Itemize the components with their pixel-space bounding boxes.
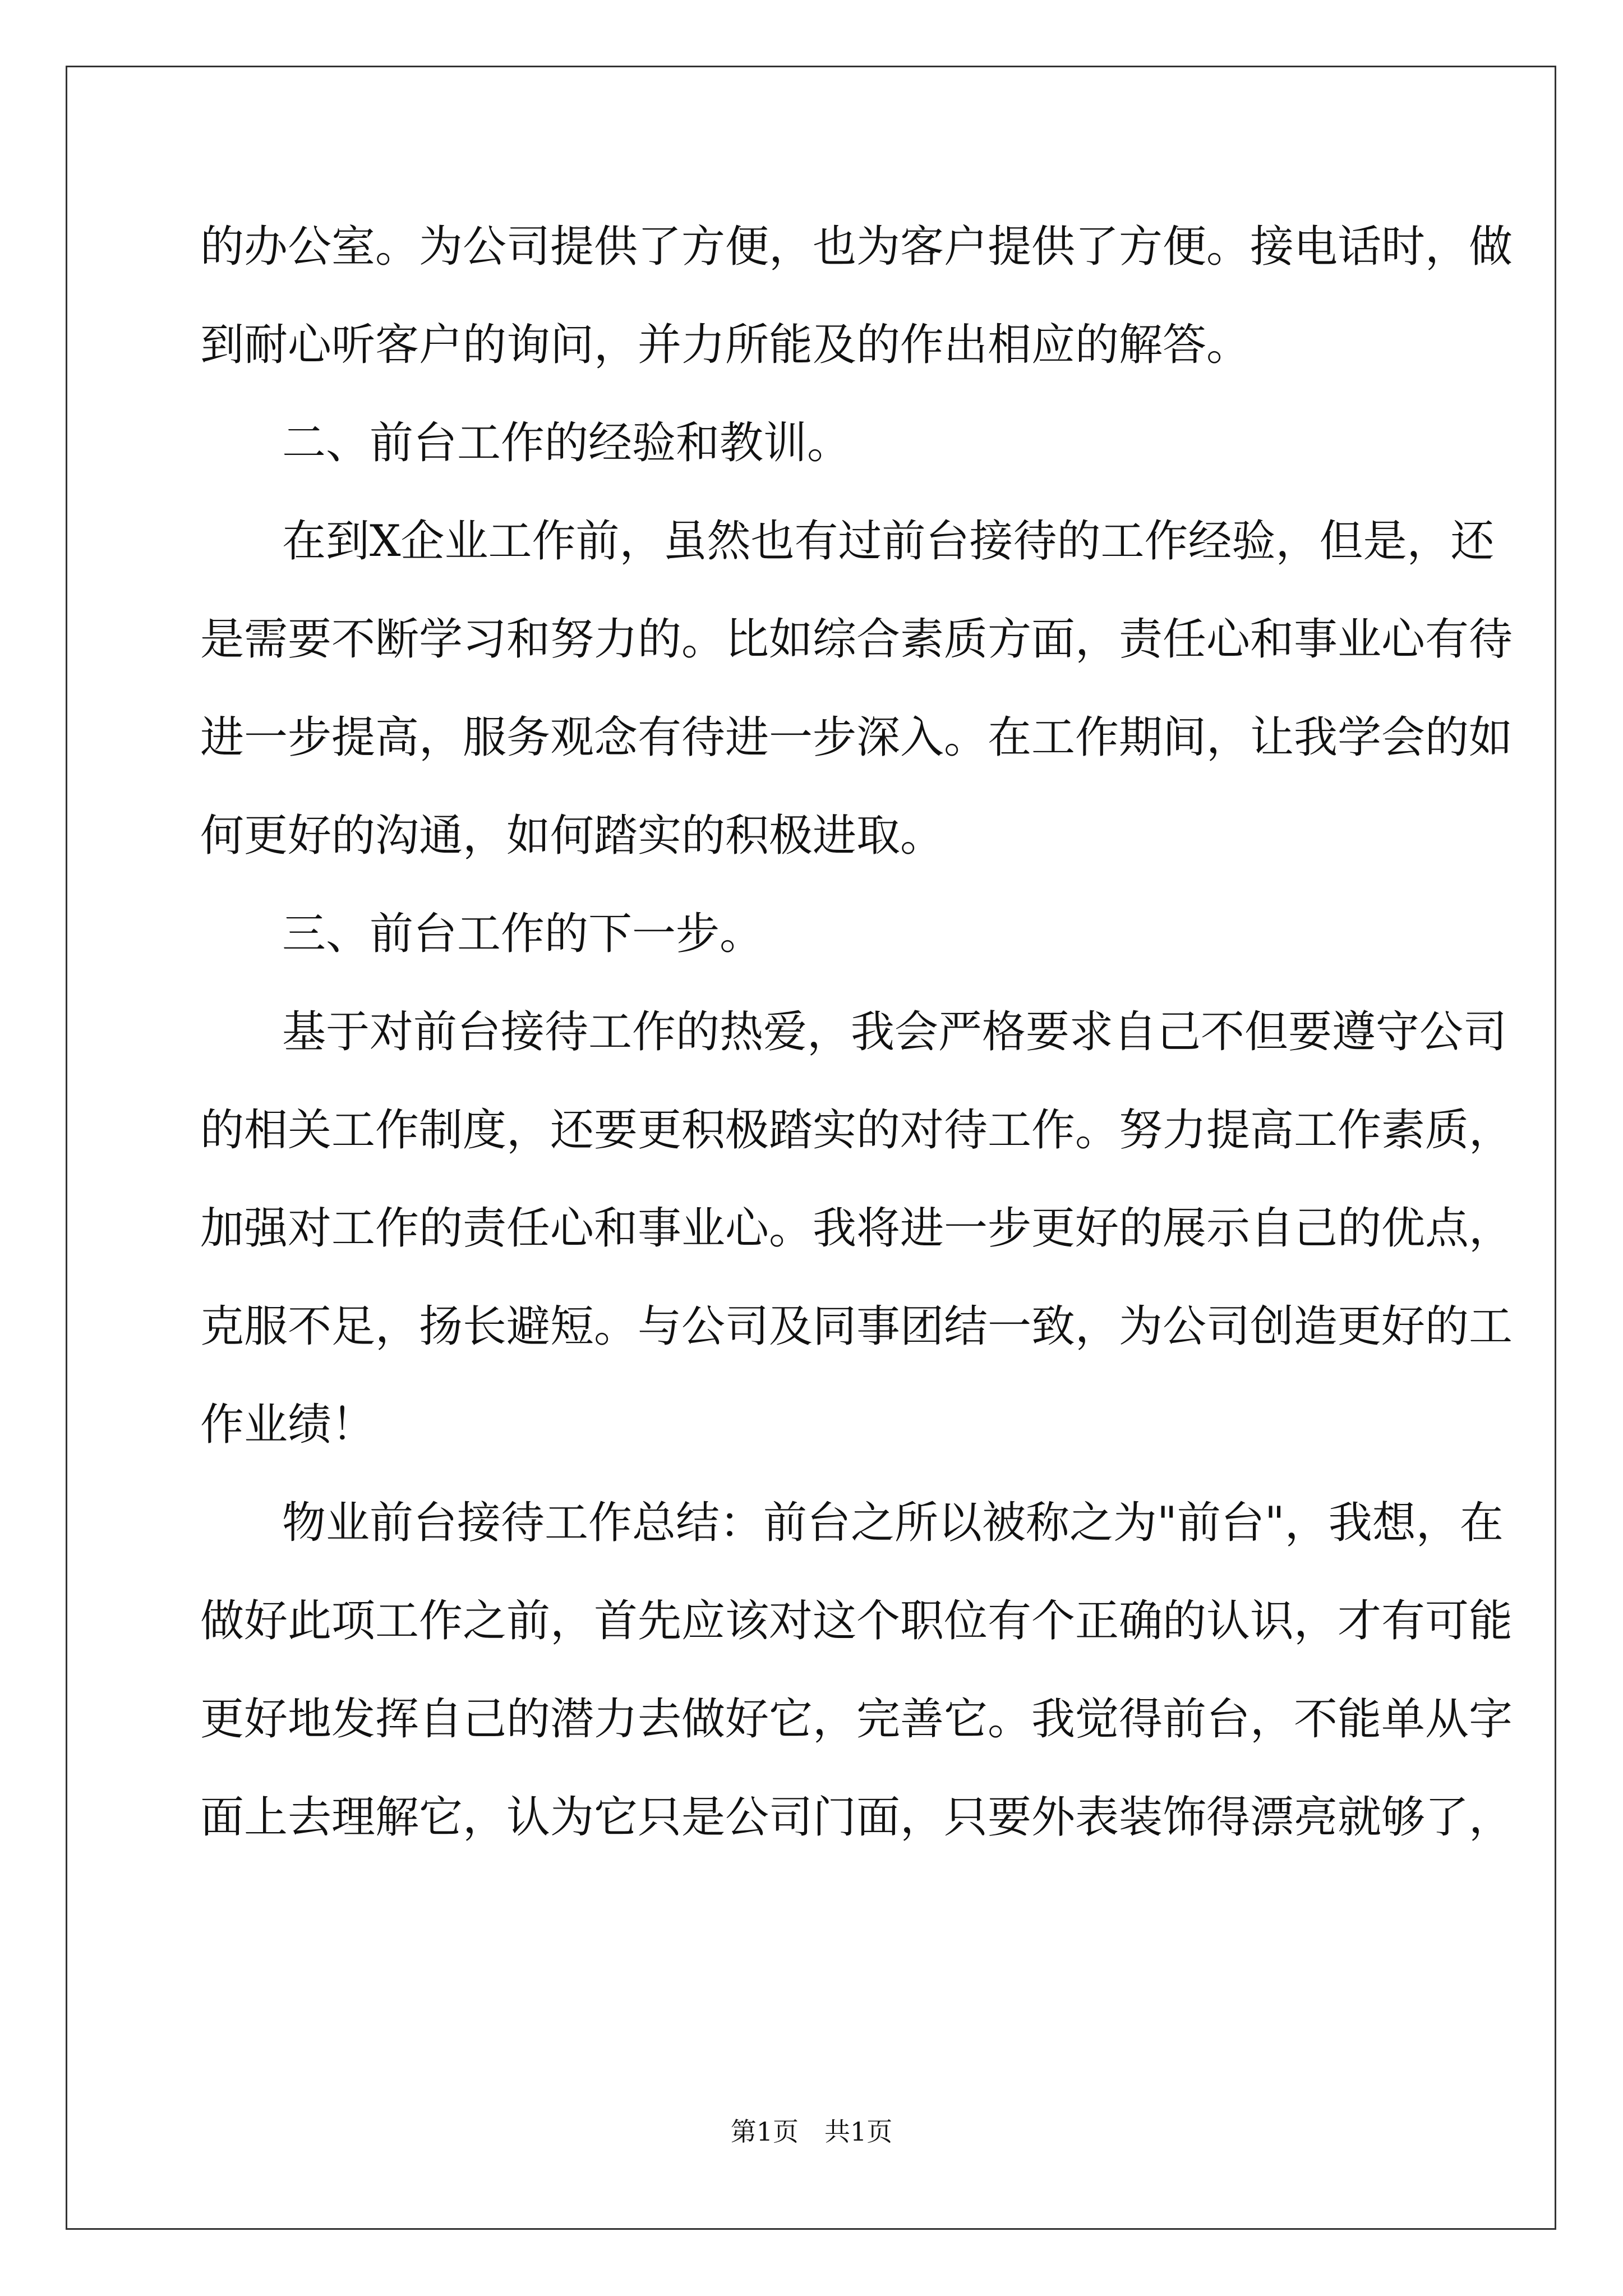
section-heading: 二、前台工作的经验和教训。 [282,418,851,468]
text-line: 是需要不断学习和努力的。比如综合素质方面，责任心和事业心有待 [200,614,1513,665]
text-line: 物业前台接待工作总结：前台之所以被称之为"前台"，我想，在 [282,1498,1504,1548]
text-line: 做好此项工作之前，首先应该对这个职位有个正确的认识，才有可能 [200,1596,1513,1646]
text-line: 到耐心听客户的询问，并力所能及的作出相应的解答。 [200,320,1251,370]
text-line: 更好地发挥自己的潜力去做好它，完善它。我觉得前台，不能单从字 [200,1694,1513,1745]
text-line: 何更好的沟通，如何踏实的积极进取。 [200,811,944,861]
text-line: 的办公室。为公司提供了方便，也为客户提供了方便。接电话时，做 [200,222,1513,272]
text-line: 进一步提高，服务观念有待进一步深入。在工作期间，让我学会的如 [200,712,1513,763]
page-footer: 第1页 共1页 [730,2116,893,2147]
text-line: 加强对工作的责任心和事业心。我将进一步更好的展示自己的优点， [200,1203,1513,1254]
text-line: 作业绩！ [200,1400,376,1450]
text-line: 克服不足，扬长避短。与公司及同事团结一致，为公司创造更好的工 [200,1301,1513,1352]
text-line: 基于对前台接待工作的热爱，我会严格要求自己不但要遵守公司 [282,1007,1507,1057]
section-heading: 三、前台工作的下一步。 [282,909,764,959]
text-line: 在到X企业工作前，虽然也有过前台接待的工作经验，但是，还 [282,516,1495,567]
text-line: 面上去理解它，认为它只是公司门面，只要外表装饰得漂亮就够了， [200,1792,1513,1843]
text-line: 的相关工作制度，还要更积极踏实的对待工作。努力提高工作素质， [200,1105,1513,1156]
